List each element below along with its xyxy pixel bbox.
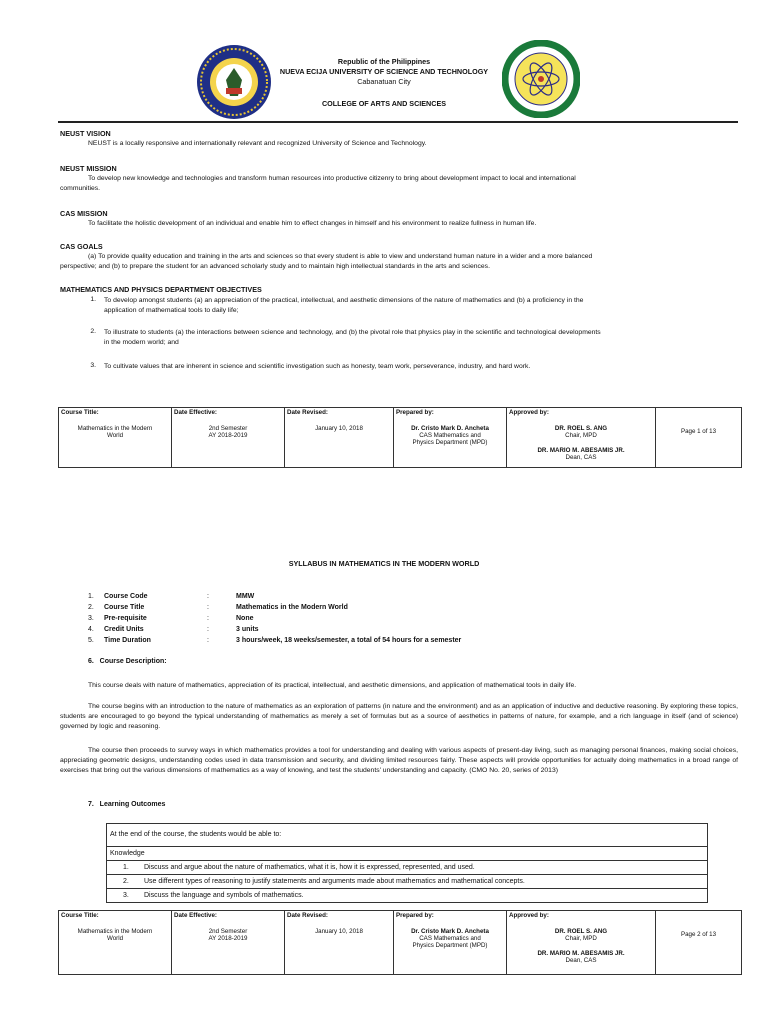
lo-intro: At the end of the course, the students would be able to: (110, 831, 282, 838)
info-separator: : (207, 637, 209, 644)
lo-item-text: Use different types of reasoning to justify statements and arguments made about mathematics and mathematical concepts. (144, 878, 525, 885)
document-footer-table (58, 407, 742, 468)
course-description-heading: 6. Course Description: (88, 658, 167, 665)
objective-line1: To cultivate values that are inherent in science and scientific investigation such as honesty, team work, perseverance, industry, and hard work. (104, 363, 531, 370)
objective-number: 2. (90, 328, 96, 335)
footer-preparer-name: Dr. Cristo Mark D. Ancheta (411, 928, 489, 935)
vision-text: NEUST is a locally responsive and internationally relevant and recognized University of Science and Technology. (88, 140, 427, 147)
syllabus-title: SYLLABUS IN MATHEMATICS IN THE MODERN WORLD (288, 559, 480, 568)
footer-revised-value: January 10, 2018 (315, 928, 363, 935)
info-separator: : (207, 593, 209, 600)
info-value: MMW (236, 593, 255, 600)
info-label: Pre-requisite (104, 615, 147, 622)
footer-preparer-line2: CAS Mathematics and (419, 432, 481, 439)
footer-effective-line2: AY 2018-2019 (208, 935, 248, 942)
footer-prepared-cell (394, 911, 507, 975)
footer-prepared-label: Prepared by: (396, 409, 434, 416)
footer-effective-label: Date Effective: (174, 912, 217, 919)
footer-preparer-name: Dr. Cristo Mark D. Ancheta (411, 425, 489, 432)
info-number: 3. (88, 615, 94, 622)
learning-outcomes-table (106, 823, 708, 903)
document-footer-table-page2 (58, 910, 742, 975)
footer-revised-cell (285, 911, 394, 975)
header-college: COLLEGE OF ARTS AND SCIENCES (321, 99, 447, 108)
mission-line1: To develop new knowledge and technologies and transform human resources into productive citizenry to bring about development impact to local and international (88, 175, 576, 182)
footer-effective-line2: AY 2018-2019 (208, 432, 248, 439)
lo-item-text: Discuss and argue about the nature of mathematics, what it is, how it is expressed, represented, and used. (144, 864, 475, 871)
footer-approver2-title: Dean, CAS (565, 957, 597, 964)
footer-preparer-line2: CAS Mathematics and (419, 935, 481, 942)
footer-course-line1: Mathematics in the Modern (77, 928, 153, 935)
footer-revised-label: Date Revised: (287, 409, 328, 416)
footer-course-cell (59, 408, 172, 468)
lo-item (107, 888, 707, 902)
footer-prepared-label: Prepared by: (396, 912, 434, 919)
objective-line1: To illustrate to students (a) the interactions between science and technology, and (b) the pivotal role that physics play in the scientific and technological developments (104, 329, 601, 336)
header-republic: Republic of the Philippines (337, 57, 431, 66)
info-separator: : (207, 626, 209, 633)
header-divider (58, 121, 738, 123)
footer-prepared-cell (394, 408, 507, 468)
footer-approver2-name: DR. MARIO M. ABESAMIS JR. (537, 447, 625, 454)
footer-approved-cell (507, 408, 656, 468)
vision-title: NEUST VISION (60, 129, 111, 138)
footer-preparer-line3: Physics Department (MPD) (412, 942, 488, 949)
footer-course-cell (59, 911, 172, 975)
info-number: 2. (88, 604, 94, 611)
info-value: 3 units (236, 626, 259, 633)
footer-effective-label: Date Effective: (174, 409, 217, 416)
footer-revised-value: January 10, 2018 (315, 425, 363, 432)
footer-approver2-name: DR. MARIO M. ABESAMIS JR. (537, 950, 625, 957)
cas-goals-line2: perspective; and (b) to prepare the student for an advanced scholarly study and to maintain high intellectual standards in the arts and sciences. (60, 263, 490, 270)
course-description-p1: This course deals with nature of mathematics, appreciation of its practical, intellectual, and aesthetic dimensions, and application of mathematical tools in daily life. (88, 682, 577, 689)
header-city: Cabanatuan City (357, 77, 411, 86)
course-description-p3: The course then proceeds to survey ways in which mathematics provides a tool for understanding and dealing with various aspects of present-day living, such as managing personal finances, making social choices, appreciating geometric designs, understanding codes used in data transmission and security, and dividing limited resources fairly. These aspects will provide opportunities for actually doing mathematics in a broad range of exercises that bring out the various dimensions of mathematics as a way of knowing, and test the students' understanding and capacity. (CMO No. 20, series of 2013) (60, 747, 738, 774)
footer-course-label: Course Title: (61, 409, 99, 416)
learning-outcomes-heading: 7. Learning Outcomes (88, 801, 166, 808)
course-description-p2: The course begins with an introduction to the nature of mathematics as an exploration of patterns (in nature and the environment) and as an application of inductive and deductive reasoning. By exploring these topics, students are encouraged to go beyond the typical understanding of mathematics as merely a set of formulas but as a source of aesthetics in patterns of nature, for example, and a rich language in itself (and of science) governed by logic and reasoning. (60, 703, 738, 730)
footer-course-line2: World (106, 935, 124, 942)
footer-course-line1: Mathematics in the Modern (77, 425, 153, 432)
footer-course-label: Course Title: (61, 912, 99, 919)
footer-approved-label: Approved by: (509, 912, 549, 919)
lo-item-number: 2. (123, 878, 129, 885)
info-label: Credit Units (104, 626, 144, 633)
info-label: Course Title (104, 604, 145, 611)
cas-goals-line1: (a) To provide quality education and training in the arts and sciences so that every student is able to view and understand human nature in a wider and a more balanced (88, 253, 593, 260)
lo-knowledge-heading: Knowledge (107, 846, 707, 860)
info-label: Time Duration (104, 637, 151, 644)
lo-item-number: 3. (123, 892, 129, 899)
footer-effective-cell (172, 408, 285, 468)
objective-number: 1. (90, 296, 96, 303)
footer-course-line2: World (106, 432, 124, 439)
objective-line1: To develop amongst students (a) an appreciation of the practical, intellectual, and aesthetic dimensions of the nature of mathematics and (b) a proficiency in the (104, 297, 584, 304)
info-value: 3 hours/week, 18 weeks/semester, a total of 54 hours for a semester (236, 637, 462, 644)
info-separator: : (207, 604, 209, 611)
lo-item (107, 874, 707, 888)
footer-page-number: Page 1 of 13 (680, 428, 717, 435)
lo-item-text: Discuss the language and symbols of mathematics. (144, 892, 304, 899)
mission-title: NEUST MISSION (60, 164, 117, 173)
objective-line2: in the modern world; and (104, 339, 179, 346)
mission-line2: communities. (60, 185, 101, 192)
lo-item-number: 1. (123, 864, 129, 871)
footer-page-number: Page 2 of 13 (680, 931, 717, 938)
footer-approver1-name: DR. ROEL S. ANG (554, 425, 608, 432)
footer-effective-cell (172, 911, 285, 975)
footer-approver1-name: DR. ROEL S. ANG (554, 928, 608, 935)
lo-item (107, 860, 707, 874)
footer-page-cell (656, 408, 742, 468)
info-number: 1. (88, 593, 94, 600)
footer-page-cell (656, 911, 742, 975)
header-university: NUEVA ECIJA UNIVERSITY OF SCIENCE AND TECHNOLOGY (279, 67, 489, 76)
footer-approved-label: Approved by: (509, 409, 549, 416)
footer-revised-cell (285, 408, 394, 468)
footer-preparer-line3: Physics Department (MPD) (412, 439, 488, 446)
objective-number: 3. (90, 362, 96, 369)
cas-mission-text: To facilitate the holistic development of an individual and enable him to effect changes in himself and his environment to realize fullness in human life. (88, 220, 537, 227)
info-number: 4. (88, 626, 94, 633)
cas-goals-title: CAS GOALS (60, 242, 103, 251)
cas-seal-logo (502, 40, 580, 118)
info-value: None (236, 615, 254, 622)
objectives-title: MATHEMATICS AND PHYSICS DEPARTMENT OBJECTIVES (60, 285, 262, 294)
info-number: 5. (88, 637, 94, 644)
info-label: Course Code (104, 593, 148, 600)
info-separator: : (207, 615, 209, 622)
footer-revised-label: Date Revised: (287, 912, 328, 919)
footer-approver1-title: Chair, MPD (565, 432, 597, 439)
cas-mission-title: CAS MISSION (60, 209, 108, 218)
footer-approver1-title: Chair, MPD (565, 935, 597, 942)
footer-effective-line1: 2nd Semester (208, 928, 248, 935)
info-value: Mathematics in the Modern World (236, 604, 348, 611)
footer-approved-cell (507, 911, 656, 975)
footer-effective-line1: 2nd Semester (208, 425, 248, 432)
footer-approver2-title: Dean, CAS (565, 454, 597, 461)
objective-line2: application of mathematical tools to daily life; (104, 307, 239, 314)
